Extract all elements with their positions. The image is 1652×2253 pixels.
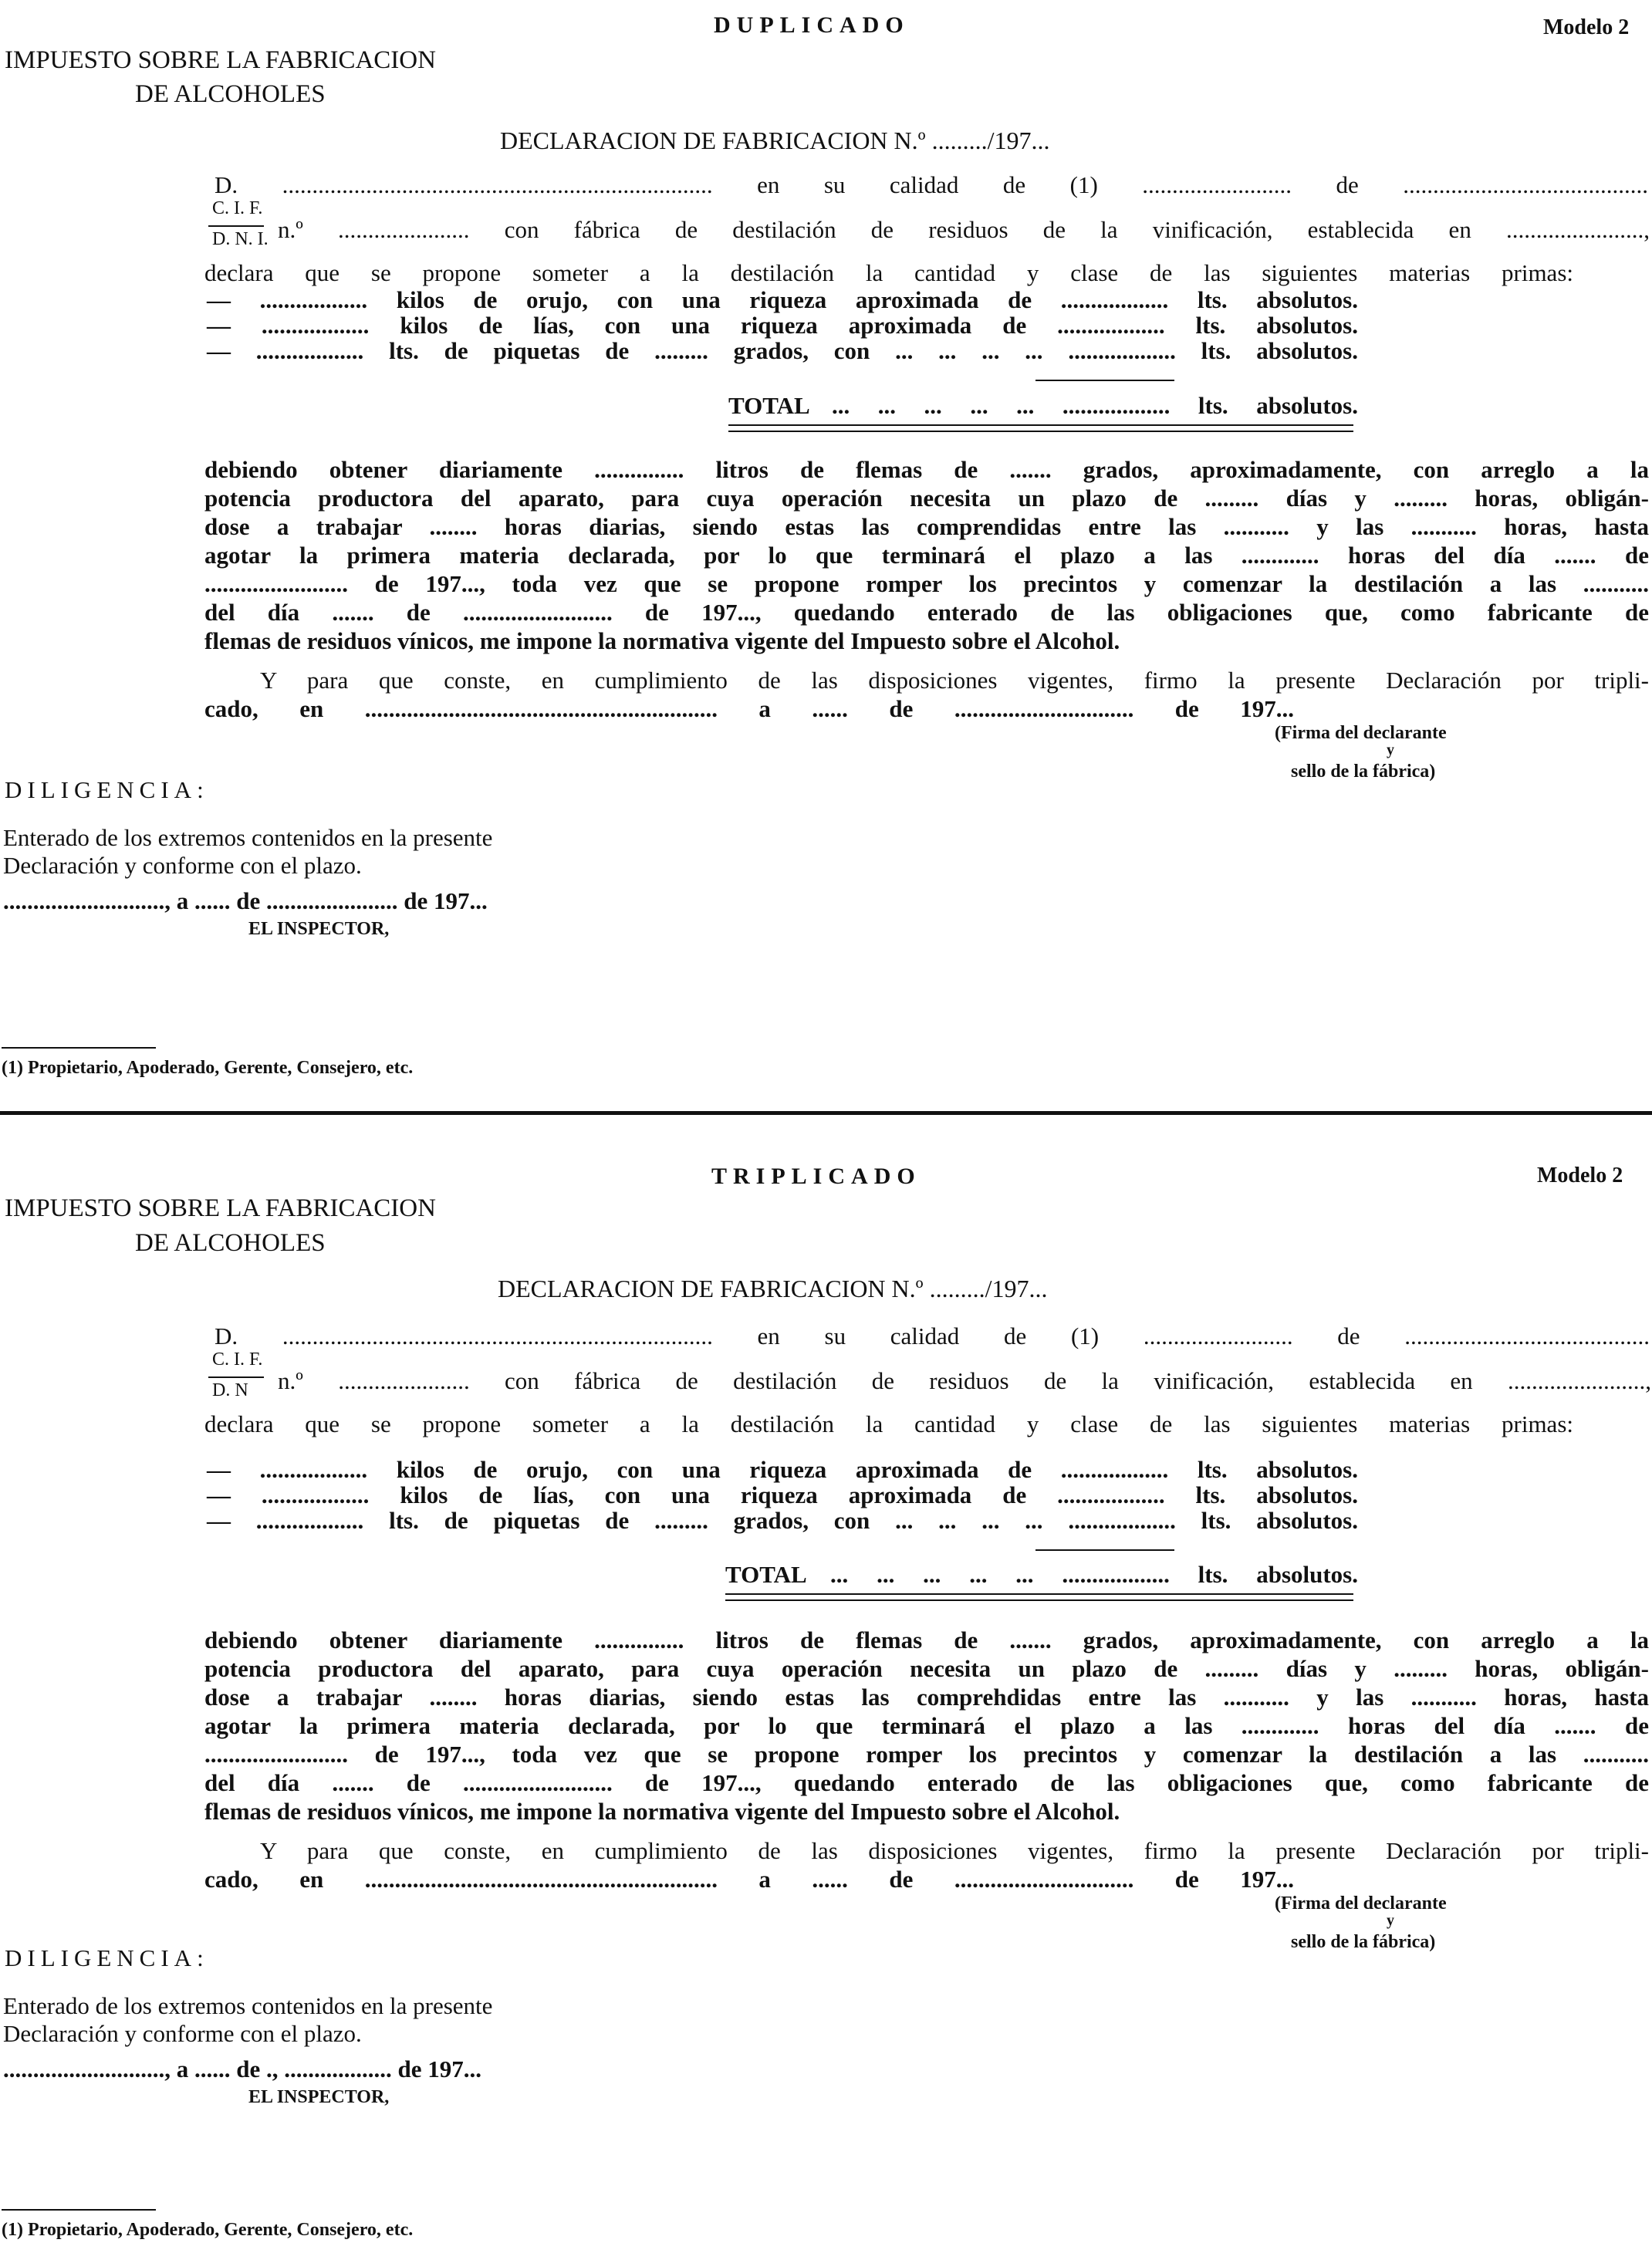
total-underline-1 [725, 1593, 1353, 1595]
diligencia-date-line: ..........................., a ...... de ., .................. de 197... [3, 2055, 481, 2082]
diligencia-line-2: Declaración y conforme con el plazo. [3, 852, 362, 879]
body-line-6: del día ....... de ......................... de 197..., quedando enterado de las obligaciones que, como fabricante de [204, 1769, 1649, 1796]
declaration-title: DECLARACION DE FABRICACION N.º ........./197... [500, 127, 1050, 154]
cif-label: C. I. F. [212, 198, 263, 218]
copy-label: TRIPLICADO [711, 1164, 921, 1189]
item-lias: — .................. kilos de lías, con una riqueza aproximada de .................. lts. absolutos. [207, 312, 1358, 339]
declarant-line: D. ........................................................................ en su calidad de (1) ......................... de ......................................... [215, 171, 1648, 198]
modelo-label: Modelo 2 [1537, 1164, 1623, 1187]
item-orujo: — .................. kilos de orujo, con una riqueza aproximada de .................. lts. absolutos. [207, 1456, 1358, 1483]
body-line-7: flemas de residuos vínicos, me impone la normativa vigente del Impuesto sobre el Alcohol. [204, 1798, 1120, 1825]
total-underline-2 [725, 1599, 1353, 1601]
dni-label: D. N. I. [212, 229, 269, 249]
total-underline-1 [728, 424, 1353, 426]
body-line-7: flemas de residuos vínicos, me impone la normativa vigente del Impuesto sobre el Alcohol. [204, 627, 1120, 654]
body-line-2: potencia productora del aparato, para cuya operación necesita un plazo de ......... días y ......... horas, obligán- [204, 1655, 1649, 1682]
firma-line-1: (Firma del declarante [1275, 723, 1447, 743]
body-line-3: dose a trabajar ........ horas diarias, siendo estas las comprendidas entre las ........... y las ........... horas, hasta [204, 513, 1649, 540]
body-line-5: ........................ de 197..., toda vez que se propone romper los precintos y comenzar la destilación a las ........... [204, 1741, 1649, 1768]
firma-y: y [1387, 1912, 1394, 1929]
body-line-3: dose a trabajar ........ horas diarias, siendo estas las comprehdidas entre las ........... y las ........... horas, hasta [204, 1684, 1649, 1711]
cif-dni-divider [208, 1376, 264, 1378]
body-line-4: agotar la primera materia declarada, por lo que terminará el plazo a las ............. horas del día ....... de [204, 542, 1649, 569]
total-label: TOTAL [728, 392, 810, 419]
tax-title-line1: IMPUESTO SOBRE LA FABRICACION [5, 1194, 436, 1222]
diligencia-line-1: Enterado de los extremos contenidos en la presente [3, 1992, 493, 2019]
form-duplicado [0, 0, 1652, 1111]
form-separator [0, 1111, 1652, 1115]
declara-line: declara que se propone someter a la destilación la cantidad y clase de las siguientes materias primas: [204, 259, 1573, 286]
body-line-2: potencia productora del aparato, para cuya operación necesita un plazo de ......... días y ......... horas, obligán- [204, 485, 1649, 512]
inspector-label: EL INSPECTOR, [248, 919, 390, 939]
cif-dni-divider [208, 225, 264, 227]
body-line-1: debiendo obtener diariamente ............... litros de flemas de ....... grados, aproximadamente, con arreglo a la [204, 1626, 1649, 1653]
body-line-4: agotar la primera materia declarada, por lo que terminará el plazo a las ............. horas del día ....... de [204, 1712, 1649, 1739]
item-piquetas: — .................. lts. de piquetas de ......... grados, con ... ... ... ... .................. lts. absolutos. [207, 337, 1358, 364]
sign-line-2: cado, en ........................................................... a ...... de .............................. de 197... [204, 695, 1294, 722]
dni-label: D. N [212, 1380, 248, 1400]
firma-line-2: sello de la fábrica) [1291, 762, 1436, 782]
total-line: ... ... ... ... ... .................. lts. absolutos. [832, 392, 1358, 419]
diligencia-label: DILIGENCIA: [5, 1944, 209, 1971]
sign-line-1: Y para que conste, en cumplimiento de las disposiciones vigentes, firmo la presente Declaración por tripli- [260, 667, 1649, 694]
sign-line-1: Y para que conste, en cumplimiento de las disposiciones vigentes, firmo la presente Declaración por tripli- [260, 1837, 1649, 1864]
total-overline [1035, 380, 1174, 381]
tax-title-line2: DE ALCOHOLES [135, 80, 326, 108]
body-line-1: debiendo obtener diariamente ............... litros de flemas de ....... grados, aproximadamente, con arreglo a la [204, 456, 1649, 483]
total-line: ... ... ... ... ... .................. lts. absolutos. [830, 1561, 1358, 1588]
footnote: (1) Propietario, Apoderado, Gerente, Consejero, etc. [2, 2220, 414, 2240]
diligencia-date-line: ..........................., a ...... de ...................... de 197... [3, 887, 488, 914]
form-triplicado [0, 1142, 1652, 2253]
total-overline [1035, 1549, 1174, 1551]
diligencia-line-1: Enterado de los extremos contenidos en la presente [3, 824, 493, 851]
declara-line: declara que se propone someter a la destilación la cantidad y clase de las siguientes materias primas: [204, 1410, 1573, 1437]
modelo-label: Modelo 2 [1543, 15, 1630, 39]
declaration-title: DECLARACION DE FABRICACION N.º ........./197... [498, 1275, 1048, 1302]
diligencia-label: DILIGENCIA: [5, 776, 209, 803]
firma-line-2: sello de la fábrica) [1291, 1932, 1436, 1952]
footnote: (1) Propietario, Apoderado, Gerente, Consejero, etc. [2, 1058, 414, 1078]
copy-label: DUPLICADO [714, 12, 910, 38]
footnote-rule [2, 1047, 156, 1049]
body-line-6: del día ....... de ......................... de 197..., quedando enterado de las obligaciones que, como fabricante de [204, 599, 1649, 626]
inspector-label: EL INSPECTOR, [248, 2087, 390, 2107]
cif-label: C. I. F. [212, 1349, 263, 1370]
footnote-rule [2, 2209, 156, 2211]
declarant-line: D. ........................................................................ en su calidad de (1) ......................... de ......................................... [215, 1322, 1650, 1349]
diligencia-line-2: Declaración y conforme con el plazo. [3, 2020, 362, 2047]
tax-title-line2: DE ALCOHOLES [135, 1229, 326, 1257]
factory-line: n.º ...................... con fábrica de destilación de residuos de la vinificación, establecida en ......................., [278, 216, 1650, 243]
total-label: TOTAL [725, 1561, 807, 1588]
factory-line: n.º ...................... con fábrica de destilación de residuos de la vinificación, establecida en ......................., [278, 1367, 1651, 1394]
firma-line-1: (Firma del declarante [1275, 1893, 1447, 1914]
sign-line-2: cado, en ........................................................... a ...... de .............................. de 197... [204, 1866, 1294, 1893]
item-piquetas: — .................. lts. de piquetas de ......... grados, con ... ... ... ... .................. lts. absolutos. [207, 1507, 1358, 1534]
item-lias: — .................. kilos de lías, con una riqueza aproximada de .................. lts. absolutos. [207, 1481, 1358, 1508]
item-orujo: — .................. kilos de orujo, con una riqueza aproximada de .................. lts. absolutos. [207, 286, 1358, 313]
body-line-5: ........................ de 197..., toda vez que se propone romper los precintos y comenzar la destilación a las ........... [204, 570, 1649, 597]
total-underline-2 [728, 431, 1353, 432]
tax-title-line1: IMPUESTO SOBRE LA FABRICACION [5, 46, 436, 74]
firma-y: y [1387, 741, 1394, 758]
